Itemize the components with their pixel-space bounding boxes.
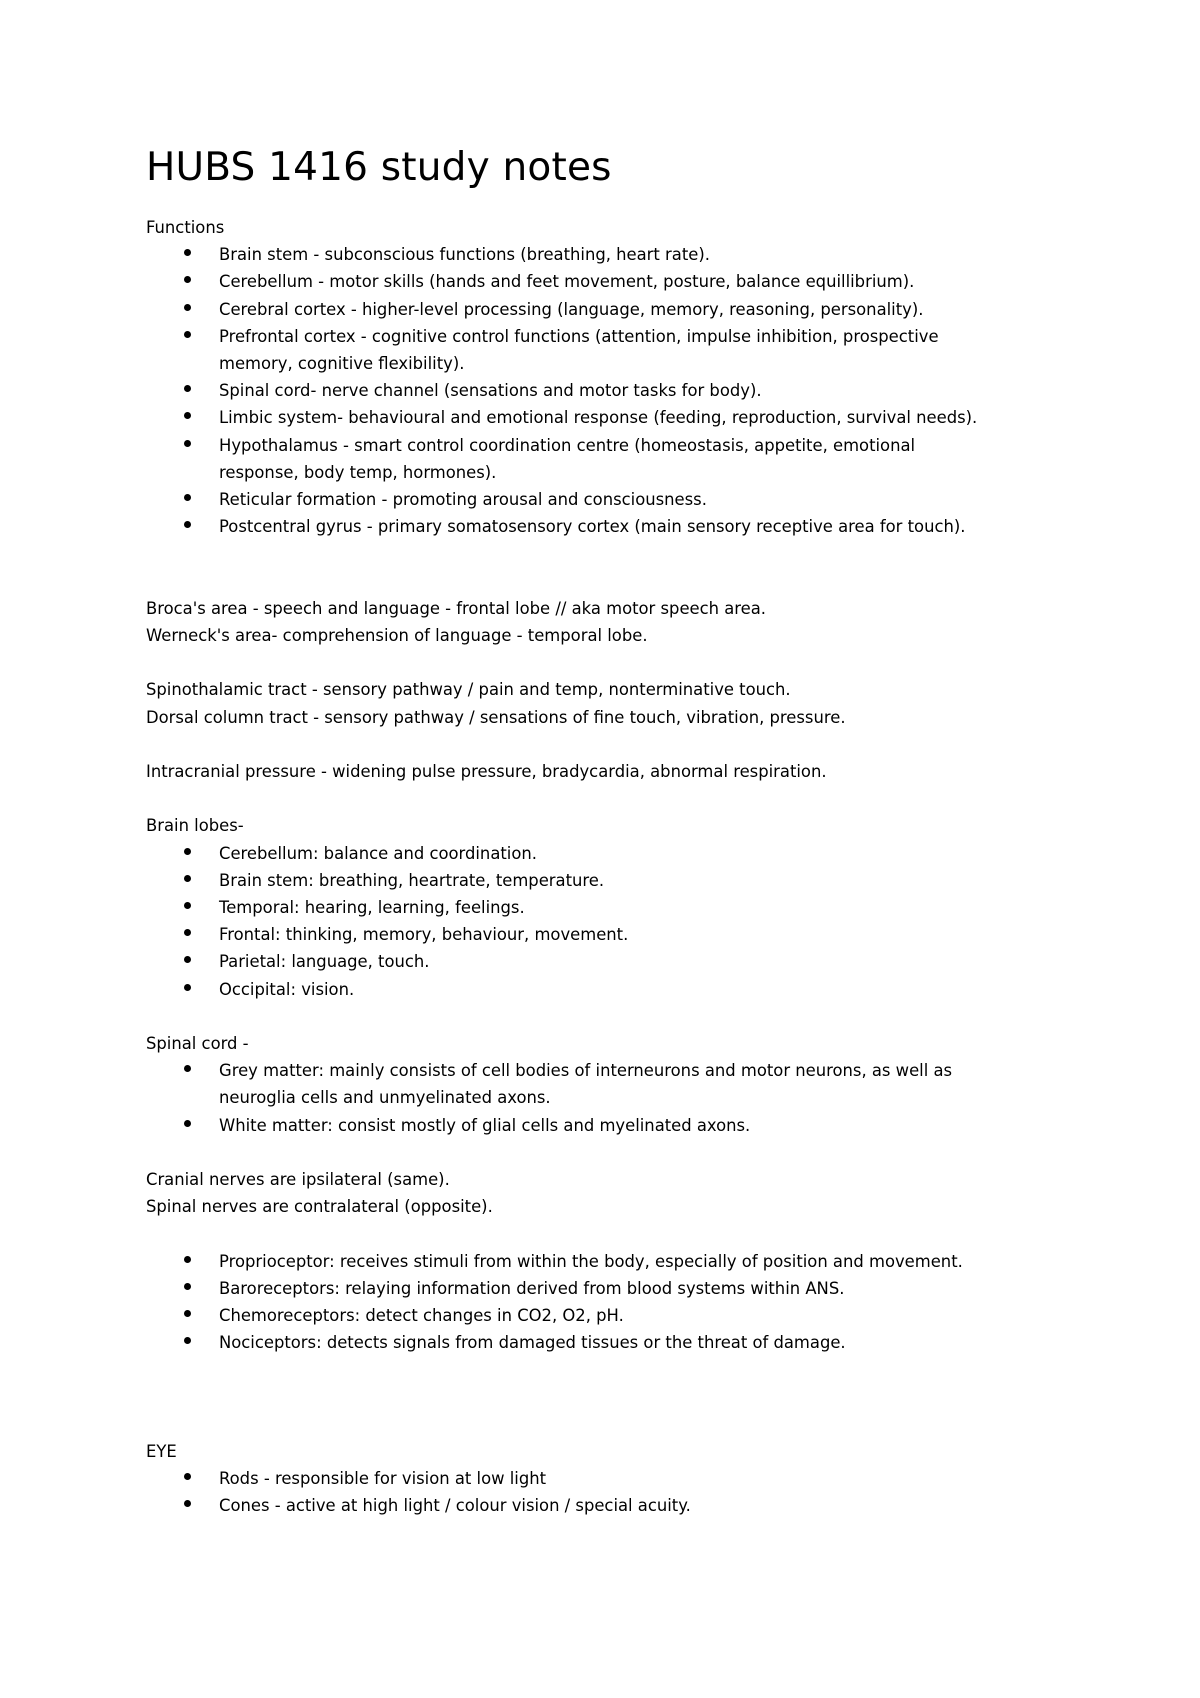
list-item xyxy=(146,1112,1106,1139)
bullet-icon xyxy=(184,249,191,256)
list-item-text: Frontal: thinking, memory, behaviour, movement. xyxy=(219,925,629,945)
bullet-icon xyxy=(184,1473,191,1480)
broca-area-line: Broca's area - speech and language - frontal lobe // aka motor speech area. xyxy=(146,598,766,618)
list-item xyxy=(146,1057,979,1111)
spacer xyxy=(146,1356,1106,1438)
list-item xyxy=(146,1248,1106,1275)
list-item-text: Rods - responsible for vision at low light xyxy=(219,1469,547,1489)
spacer xyxy=(146,649,1106,676)
bullet-icon xyxy=(184,956,191,963)
list-item xyxy=(146,976,1106,1003)
bullet-icon xyxy=(184,276,191,283)
list-item xyxy=(146,1275,1106,1302)
list-item-text: Temporal: hearing, learning, feelings. xyxy=(219,898,525,918)
list-item xyxy=(146,1329,1106,1356)
list-item xyxy=(146,948,1106,975)
list-item-text: Brain stem: breathing, heartrate, temperature. xyxy=(219,870,605,890)
spinothalamic-tract-line: Spinothalamic tract - sensory pathway / pain and temp, nonterminative touch. xyxy=(146,680,791,700)
list-item xyxy=(146,867,1106,894)
list-item xyxy=(146,323,979,377)
bullet-icon xyxy=(184,1283,191,1290)
cranial-nerves-line: Cranial nerves are ipsilateral (same). xyxy=(146,1170,450,1190)
intracranial-pressure-line: Intracranial pressure - widening pulse pressure, bradycardia, abnormal respiration. xyxy=(146,762,827,782)
brain-lobes-heading: Brain lobes- xyxy=(146,816,244,836)
spacer xyxy=(146,785,1106,812)
bullet-icon xyxy=(184,412,191,419)
bullet-icon xyxy=(184,521,191,528)
list-item-text: Proprioceptor: receives stimuli from within the body, especially of position and movement. xyxy=(219,1251,963,1271)
bullet-icon xyxy=(184,1337,191,1344)
list-item-text: Reticular formation - promoting arousal and consciousness. xyxy=(219,490,707,510)
bullet-icon xyxy=(184,1310,191,1317)
bullet-icon xyxy=(184,875,191,882)
eye-heading: EYE xyxy=(146,1442,177,1462)
bullet-icon xyxy=(184,902,191,909)
list-item-text: Cerebellum - motor skills (hands and feet movement, posture, balance equillibrium). xyxy=(219,272,915,292)
spacer xyxy=(146,731,1106,758)
bullet-icon xyxy=(184,984,191,991)
eye-list xyxy=(146,1465,1106,1519)
list-item xyxy=(146,404,1106,431)
spacer xyxy=(146,1003,1106,1030)
list-item-text: Grey matter: mainly consists of cell bodies of interneurons and motor neurons, as well as neuroglia cells and unmyelinated axons. xyxy=(219,1061,953,1108)
list-item-text: Occipital: vision. xyxy=(219,979,355,999)
bullet-icon xyxy=(184,304,191,311)
bullet-icon xyxy=(184,1065,191,1072)
functions-list xyxy=(146,241,1106,540)
spacer xyxy=(146,1139,1106,1166)
document-page xyxy=(146,142,1106,1520)
list-item xyxy=(146,921,1106,948)
list-item-text: Postcentral gyrus - primary somatosensory cortex (main sensory receptive area for touch). xyxy=(219,517,966,537)
list-item xyxy=(146,241,1106,268)
werneck-area-line: Werneck's area- comprehension of language - temporal lobe. xyxy=(146,626,648,646)
spacer xyxy=(146,1220,1106,1247)
dorsal-column-tract-line: Dorsal column tract - sensory pathway / sensations of fine touch, vibration, pressure. xyxy=(146,707,846,727)
list-item-text: Prefrontal cortex - cognitive control functions (attention, impulse inhibition, prospective memory, cognitive flexibility). xyxy=(219,326,939,374)
bullet-icon xyxy=(184,494,191,501)
bullet-icon xyxy=(184,929,191,936)
list-item xyxy=(146,1465,1106,1492)
bullet-icon xyxy=(184,1120,191,1127)
list-item-text: Cerebellum: balance and coordination. xyxy=(219,843,537,863)
document-title: HUBS 1416 study notes xyxy=(146,145,612,190)
list-item-text: Baroreceptors: relaying information derived from blood systems within ANS. xyxy=(219,1278,845,1298)
bullet-icon xyxy=(184,440,191,447)
spinal-cord-list xyxy=(146,1057,1106,1139)
bullet-icon xyxy=(184,385,191,392)
list-item xyxy=(146,840,1106,867)
list-item-text: Cerebral cortex - higher-level processing (language, memory, reasoning, personality). xyxy=(219,299,924,319)
spacer xyxy=(146,540,1106,594)
spinal-cord-heading: Spinal cord - xyxy=(146,1034,249,1054)
bullet-icon xyxy=(184,1500,191,1507)
functions-heading: Functions xyxy=(146,218,225,237)
receptors-list xyxy=(146,1248,1106,1357)
list-item xyxy=(146,268,1106,295)
bullet-icon xyxy=(184,1256,191,1263)
list-item-text: Limbic system- behavioural and emotional response (feeding, reproduction, survival needs). xyxy=(219,408,978,428)
spinal-nerves-line: Spinal nerves are contralateral (opposite). xyxy=(146,1197,493,1217)
bullet-icon xyxy=(184,331,191,338)
list-item-text: White matter: consist mostly of glial cells and myelinated axons. xyxy=(219,1115,751,1135)
list-item-text: Nociceptors: detects signals from damaged tissues or the threat of damage. xyxy=(219,1333,846,1353)
list-item-text: Parietal: language, touch. xyxy=(219,952,430,972)
brain-lobes-list xyxy=(146,840,1106,1003)
list-item-text: Cones - active at high light / colour vision / special acuity. xyxy=(219,1496,691,1516)
list-item xyxy=(146,513,1106,540)
list-item xyxy=(146,486,1106,513)
list-item-text: Spinal cord- nerve channel (sensations and motor tasks for body). xyxy=(219,381,762,401)
list-item xyxy=(146,1302,1106,1329)
list-item xyxy=(146,432,979,486)
bullet-icon xyxy=(184,848,191,855)
list-item xyxy=(146,377,1106,404)
list-item-text: Chemoreceptors: detect changes in CO2, O2, pH. xyxy=(219,1306,624,1326)
list-item xyxy=(146,296,1106,323)
list-item-text: Hypothalamus - smart control coordination centre (homeostasis, appetite, emotional response, body temp, hormones). xyxy=(219,435,916,482)
list-item xyxy=(146,894,1106,921)
list-item xyxy=(146,1492,1106,1519)
list-item-text: Brain stem - subconscious functions (breathing, heart rate). xyxy=(219,245,710,265)
